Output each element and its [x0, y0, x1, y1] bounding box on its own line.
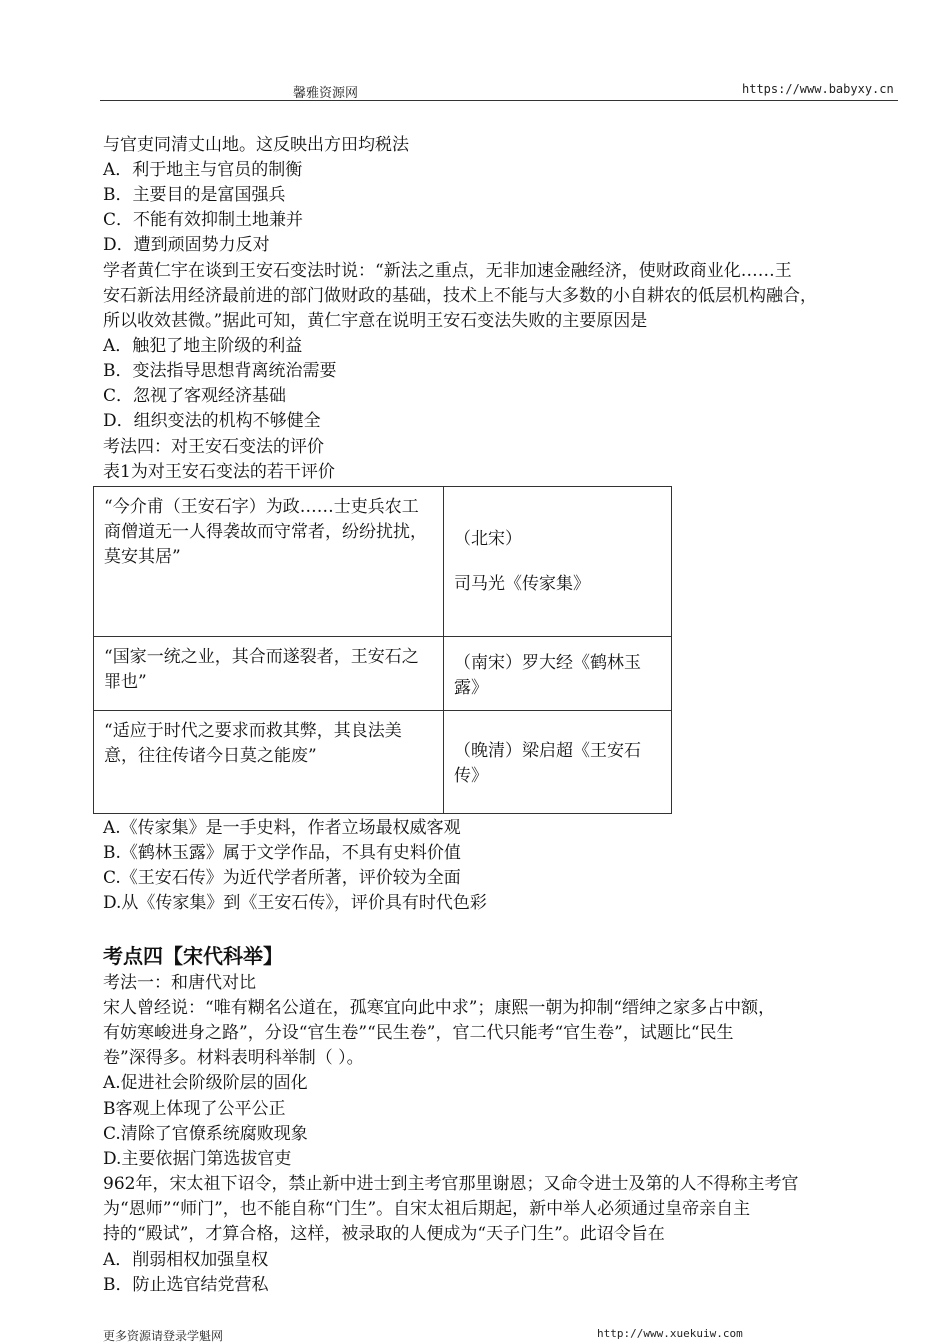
table-cell-quote — [94, 711, 444, 814]
table-caption: 表1为对王安石变法的若干评价 — [103, 462, 335, 482]
option-line: B客观上体现了公平公正 — [103, 1099, 286, 1119]
footer-url[interactable]: http://www.xuekuiw.com — [597, 1327, 743, 1340]
source-text: （南宋）罗大经《鹤林玉露》 — [454, 653, 641, 698]
era-text: （北宋） — [454, 529, 522, 549]
source-text: （晚清）梁启超《王安石传》 — [454, 741, 641, 786]
option-line: A．触犯了地主阶级的利益 — [103, 336, 303, 356]
footer-text: 更多资源请登录学魁网 — [103, 1329, 224, 1343]
option-line: B．防止选官结党营私 — [103, 1275, 269, 1295]
table-cell-source — [444, 487, 672, 637]
subsection-label: 考法一：和唐代对比 — [103, 973, 256, 993]
option-line: C.《王安石传》为近代学者所著，评价较为全面 — [103, 868, 461, 888]
header-site-name: 馨雅资源网 — [293, 86, 359, 101]
option-line: D.从《传家集》到《王安石传》，评价具有时代色彩 — [103, 893, 487, 913]
option-line: A.促进社会阶级阶层的固化 — [103, 1073, 308, 1093]
option-line: B．主要目的是富国强兵 — [103, 185, 286, 205]
text-line: 安石新法用经济最前进的部门做财政的基础，技术上不能与大多数的小自耕农的低层机构融合， — [103, 286, 817, 306]
table-row — [94, 711, 672, 814]
option-line: B.《鹤林玉露》属于文学作品，不具有史料价值 — [103, 843, 461, 863]
text-line: 卷”深得多。材料表明科举制（ ）。 — [103, 1048, 364, 1068]
table-row — [94, 487, 672, 637]
text-line: 宋人曾经说：“唯有糊名公道在，孤寒宜向此中求”；康熙一朝为抑制“缙绅之家多占中额， — [103, 998, 776, 1018]
option-line: C.清除了官僚系统腐败现象 — [103, 1124, 308, 1144]
table-row — [94, 637, 672, 711]
table-cell-quote — [94, 487, 444, 637]
option-line: D．遭到顽固势力反对 — [103, 235, 270, 255]
option-line: B．变法指导思想背离统治需要 — [103, 361, 337, 381]
section-heading: 考点四【宋代科举】 — [103, 944, 283, 968]
evaluation-table — [93, 486, 672, 814]
option-line: A.《传家集》是一手史料，作者立场最权威客观 — [103, 818, 461, 838]
text-line: 持的“殿试”，才算合格，这样，被录取的人便成为“天子门生”。此诏令旨在 — [103, 1224, 665, 1244]
text-line: 有妨寒峻进身之路”，分设“官生卷”“民生卷”，官二代只能考“官生卷”，试题比“民生 — [103, 1023, 734, 1043]
quote-text: “适应于时代之要求而救其弊，其良法美意，往往传诸今日莫之能废” — [104, 721, 402, 766]
text-line: 962年，宋太祖下诏令，禁止新中进士到主考官那里谢恩；又命令进士及第的人不得称主考官 — [103, 1174, 799, 1194]
source-text: 司马光《传家集》 — [454, 574, 590, 594]
option-line: C．不能有效抑制土地兼并 — [103, 210, 304, 230]
quote-text: “国家一统之业，其合而遂裂者，王安石之罪也” — [104, 647, 419, 692]
text-line: 所以收效甚微。”据此可知，黄仁宇意在说明王安石变法失败的主要原因是 — [103, 311, 648, 331]
table-cell-source — [444, 711, 672, 814]
quote-text: “今介甫（王安石字）为政……士吏兵农工商僧道无一人得袭故而守常者，纷纷扰扰，莫安其居” — [104, 497, 427, 567]
option-line: D．组织变法的机构不够健全 — [103, 411, 321, 431]
text-line: 学者黄仁宇在谈到王安石变法时说：“新法之重点，无非加速金融经济，使财政商业化……王 — [103, 261, 792, 281]
option-line: D.主要依据门第选拔官吏 — [103, 1149, 292, 1169]
header-url[interactable]: https://www.babyxy.cn — [742, 82, 894, 96]
option-line: A．利于地主与官员的制衡 — [103, 160, 303, 180]
option-line: C．忽视了客观经济基础 — [103, 386, 287, 406]
subsection-label: 考法四：对王安石变法的评价 — [103, 437, 324, 457]
text-line: 与官吏同清丈山地。这反映出方田均税法 — [103, 135, 409, 155]
option-line: A．削弱相权加强皇权 — [103, 1250, 269, 1270]
table-cell-source — [444, 637, 672, 711]
table-cell-quote — [94, 637, 444, 711]
text-line: 为“恩师”“师门”，也不能自称“门生”。自宋太祖后期起，新中举人必须通过皇帝亲自主 — [103, 1199, 751, 1219]
header-divider — [100, 100, 898, 101]
